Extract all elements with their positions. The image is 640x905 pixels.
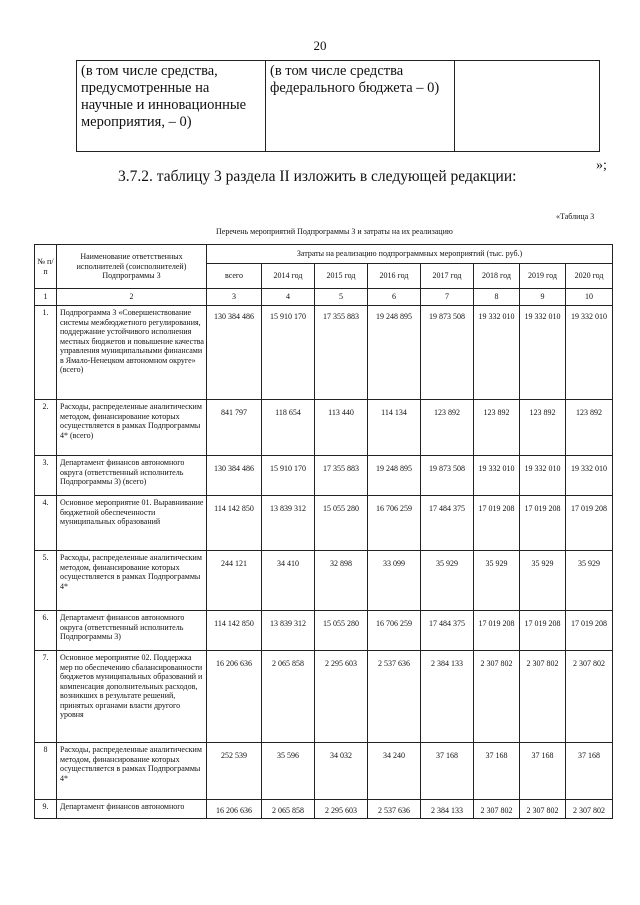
header-year: 2014 год — [262, 264, 315, 289]
row-name: Основное мероприятие 01. Выравнивание бюджетной обеспеченности муниципальных образований — [57, 496, 207, 551]
value-cell: 35 929 — [474, 551, 520, 611]
index-cell: 7 — [421, 289, 474, 306]
value-cell: 17 355 883 — [315, 306, 368, 400]
row-name: Департамент финансов автономного округа (ответственный исполнитель Подпрограммы 3) (всего) — [57, 456, 207, 496]
value-cell: 19 332 010 — [520, 306, 566, 400]
value-cell: 2 307 802 — [474, 800, 520, 819]
table-caption: Перечень мероприятий Подпрограммы 3 и затраты на их реализацию — [216, 227, 453, 236]
value-cell: 19 332 010 — [566, 306, 613, 400]
row-number: 6. — [35, 611, 57, 651]
row-number: 4. — [35, 496, 57, 551]
value-cell: 2 307 802 — [566, 651, 613, 743]
value-cell: 34 032 — [315, 743, 368, 800]
value-cell: 19 332 010 — [474, 456, 520, 496]
row-number: 3. — [35, 456, 57, 496]
row-number: 2. — [35, 400, 57, 456]
value-cell: 123 892 — [520, 400, 566, 456]
value-cell: 37 168 — [421, 743, 474, 800]
row-name: Подпрограмма 3 «Совершенствование системы межбюджетного регулирования, поддержание устойчивого исполнения местных бюджетов и повышение качества управления муниципальными финансами в Ямало-Ненецком автономном округе» (всего) — [57, 306, 207, 400]
header-year: 2015 год — [315, 264, 368, 289]
value-cell: 17 019 208 — [474, 611, 520, 651]
row-name: Расходы, распределенные аналитическим методом, финансирование которых осуществляется в рамках Подпрограммы 4* — [57, 743, 207, 800]
value-cell: 123 892 — [566, 400, 613, 456]
table-row — [35, 551, 613, 611]
value-cell: 15 055 280 — [315, 496, 368, 551]
table-row — [35, 800, 613, 819]
row-name: Расходы, распределенные аналитическим методом, финансирование которых осуществляется в рамках Подпрограммы 4* (всего) — [57, 400, 207, 456]
row-name: Департамент финансов автономного округа (ответственный исполнитель Подпрограммы 3) — [57, 611, 207, 651]
value-cell: 17 484 375 — [421, 611, 474, 651]
value-cell: 15 910 170 — [262, 306, 315, 400]
value-cell: 118 654 — [262, 400, 315, 456]
value-cell: 2 384 133 — [421, 651, 474, 743]
value-cell: 2 307 802 — [520, 800, 566, 819]
measures-table — [34, 244, 613, 819]
value-cell: 13 839 312 — [262, 496, 315, 551]
value-cell: 37 168 — [566, 743, 613, 800]
header-year: 2018 год — [474, 264, 520, 289]
value-cell: 17 019 208 — [474, 496, 520, 551]
header-name: Наименование ответственных исполнителей (соисполнителей) Подпрограммы 3 — [57, 245, 207, 289]
value-cell: 16 706 259 — [368, 496, 421, 551]
continuation-cell: (в том числе средства федерального бюджета – 0) — [266, 61, 455, 152]
amendment-instruction: 3.7.2. таблицу 3 раздела II изложить в следующей редакции: — [118, 168, 517, 185]
value-cell: 15 910 170 — [262, 456, 315, 496]
index-cell: 1 — [35, 289, 57, 306]
continuation-cell — [455, 61, 600, 152]
header-num: № п/п — [35, 245, 57, 289]
index-cell: 8 — [474, 289, 520, 306]
value-cell: 2 537 636 — [368, 800, 421, 819]
value-cell: 19 332 010 — [566, 456, 613, 496]
value-cell: 16 206 636 — [207, 651, 262, 743]
value-cell: 17 019 208 — [566, 496, 613, 551]
value-cell: 17 019 208 — [520, 496, 566, 551]
value-cell: 244 121 — [207, 551, 262, 611]
value-cell: 19 248 895 — [368, 306, 421, 400]
value-cell: 15 055 280 — [315, 611, 368, 651]
value-cell: 2 295 603 — [315, 651, 368, 743]
index-cell: 3 — [207, 289, 262, 306]
value-cell: 17 019 208 — [566, 611, 613, 651]
table-row — [35, 306, 613, 400]
value-cell: 13 839 312 — [262, 611, 315, 651]
value-cell: 2 384 133 — [421, 800, 474, 819]
value-cell: 35 929 — [421, 551, 474, 611]
table-row — [35, 651, 613, 743]
value-cell: 114 142 850 — [207, 611, 262, 651]
value-cell: 35 929 — [566, 551, 613, 611]
row-number: 9. — [35, 800, 57, 819]
value-cell: 34 410 — [262, 551, 315, 611]
index-cell: 4 — [262, 289, 315, 306]
value-cell: 19 332 010 — [474, 306, 520, 400]
row-name: Основное мероприятие 02. Поддержка мер по обеспечению сбалансированности бюджетов муниципальных образований и компенсация дополнительных расходов, возникших в результате решений, принятых органами власти другого уровня — [57, 651, 207, 743]
value-cell: 17 355 883 — [315, 456, 368, 496]
value-cell: 2 307 802 — [520, 651, 566, 743]
value-cell: 19 873 508 — [421, 306, 474, 400]
index-cell: 5 — [315, 289, 368, 306]
value-cell: 17 484 375 — [421, 496, 474, 551]
value-cell: 130 384 486 — [207, 456, 262, 496]
header-year: 2020 год — [566, 264, 613, 289]
row-name: Расходы, распределенные аналитическим методом, финансирование которых осуществляется в рамках Подпрограммы 4* — [57, 551, 207, 611]
value-cell: 16 206 636 — [207, 800, 262, 819]
header-year: всего — [207, 264, 262, 289]
value-cell: 2 065 858 — [262, 651, 315, 743]
value-cell: 35 596 — [262, 743, 315, 800]
table-label: «Таблица 3 — [556, 212, 595, 221]
row-number: 1. — [35, 306, 57, 400]
continuation-cell: (в том числе средства, предусмотренные на научные и инновационные мероприятия, – 0) — [77, 61, 266, 152]
page-number: 20 — [313, 38, 327, 53]
header-row — [35, 245, 613, 264]
value-cell: 114 142 850 — [207, 496, 262, 551]
value-cell: 32 898 — [315, 551, 368, 611]
row-number: 5. — [35, 551, 57, 611]
table-row — [35, 400, 613, 456]
value-cell: 37 168 — [474, 743, 520, 800]
value-cell: 19 248 895 — [368, 456, 421, 496]
value-cell: 2 537 636 — [368, 651, 421, 743]
value-cell: 123 892 — [421, 400, 474, 456]
header-year: 2016 год — [368, 264, 421, 289]
value-cell: 123 892 — [474, 400, 520, 456]
row-number: 8 — [35, 743, 57, 800]
row-number: 7. — [35, 651, 57, 743]
header-year: 2019 год — [520, 264, 566, 289]
value-cell: 113 440 — [315, 400, 368, 456]
index-cell: 6 — [368, 289, 421, 306]
index-cell: 9 — [520, 289, 566, 306]
index-cell: 10 — [566, 289, 613, 306]
value-cell: 130 384 486 — [207, 306, 262, 400]
value-cell: 252 539 — [207, 743, 262, 800]
value-cell: 2 307 802 — [474, 651, 520, 743]
continuation-table — [76, 60, 600, 152]
value-cell: 16 706 259 — [368, 611, 421, 651]
closing-quote: »; — [596, 158, 607, 173]
table-row — [35, 496, 613, 551]
table-row — [35, 456, 613, 496]
table-row — [77, 61, 600, 152]
table-row — [35, 611, 613, 651]
value-cell: 114 134 — [368, 400, 421, 456]
value-cell: 33 099 — [368, 551, 421, 611]
table-row — [35, 743, 613, 800]
value-cell: 2 065 858 — [262, 800, 315, 819]
value-cell: 34 240 — [368, 743, 421, 800]
value-cell: 841 797 — [207, 400, 262, 456]
value-cell: 17 019 208 — [520, 611, 566, 651]
value-cell: 35 929 — [520, 551, 566, 611]
value-cell: 2 295 603 — [315, 800, 368, 819]
value-cell: 2 307 802 — [566, 800, 613, 819]
index-row — [35, 289, 613, 306]
index-cell: 2 — [57, 289, 207, 306]
header-year: 2017 год — [421, 264, 474, 289]
value-cell: 19 332 010 — [520, 456, 566, 496]
header-costs: Затраты на реализацию подпрограммных мероприятий (тыс. руб.) — [207, 245, 613, 264]
value-cell: 19 873 508 — [421, 456, 474, 496]
value-cell: 37 168 — [520, 743, 566, 800]
row-name: Департамент финансов автономного — [57, 800, 207, 819]
